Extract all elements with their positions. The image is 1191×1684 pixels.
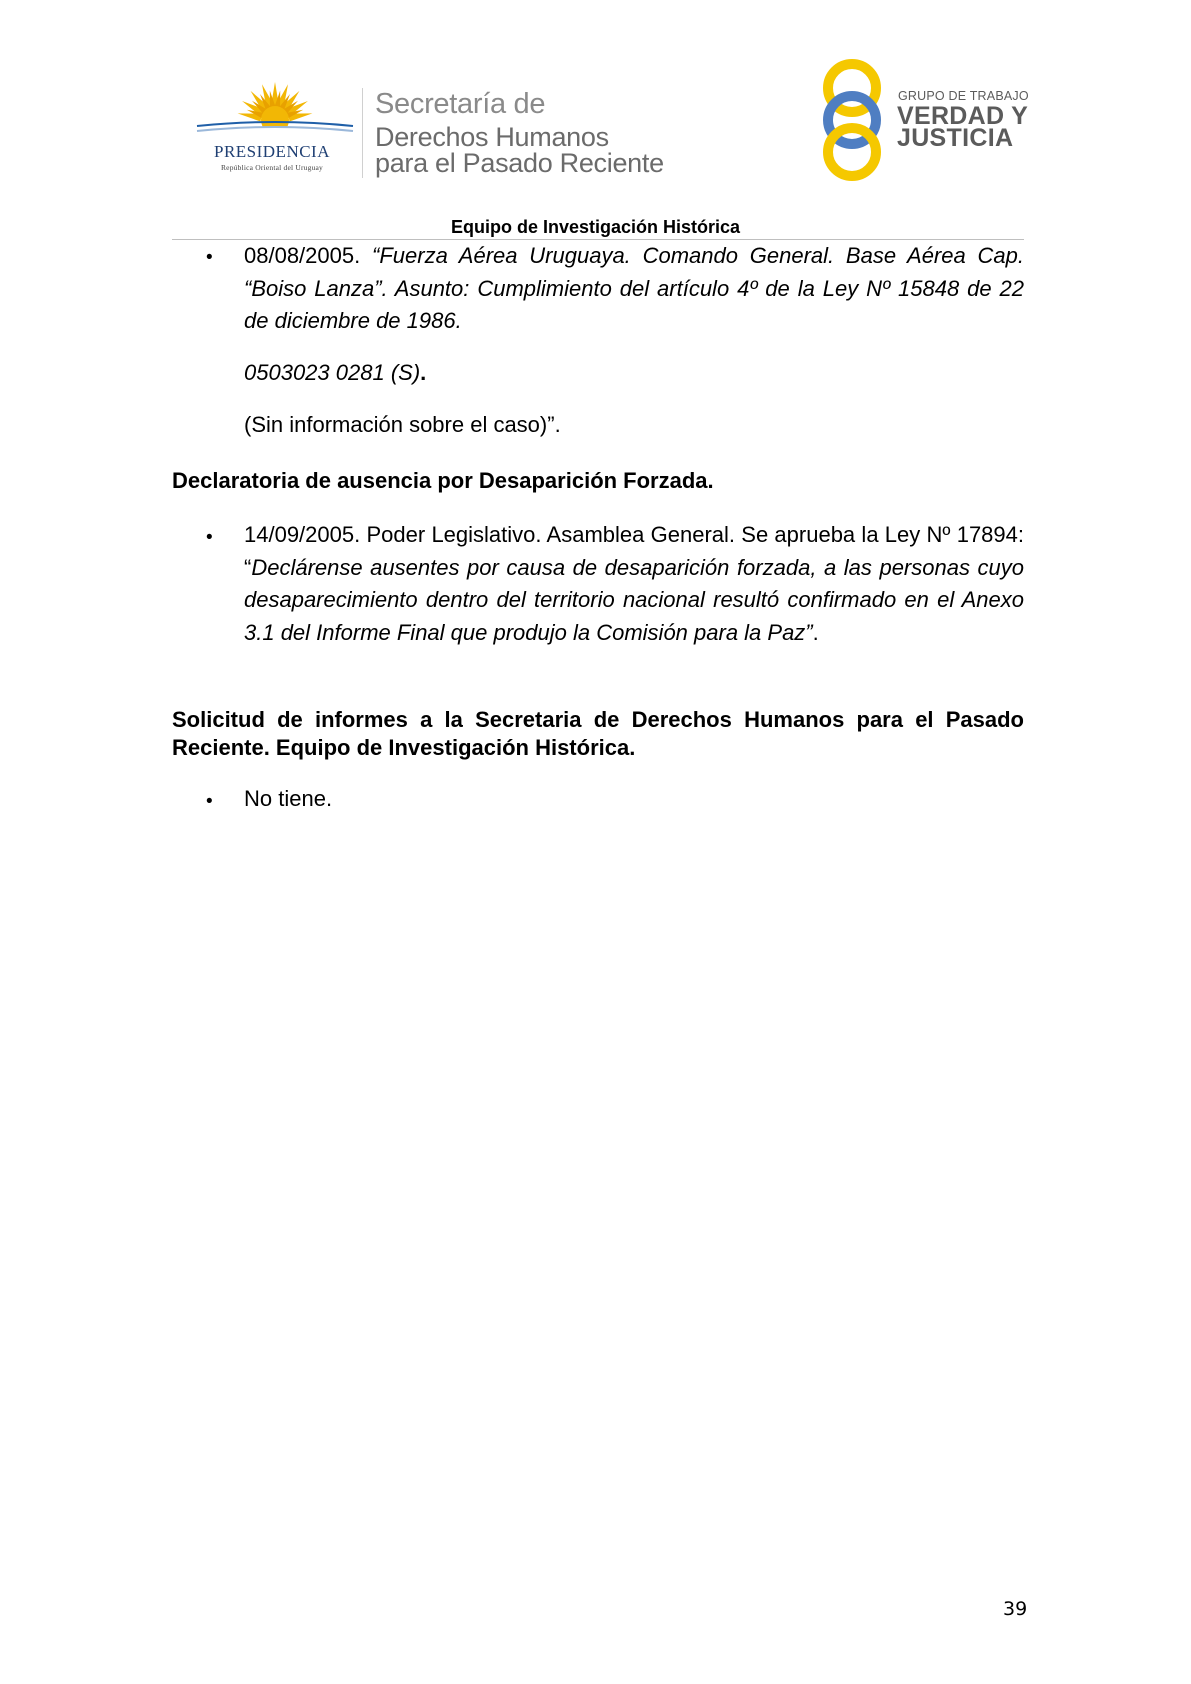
list-item-3: No tiene.: [244, 786, 333, 811]
secretaria-line-2: Derechos Humanos: [375, 122, 609, 152]
item1-code-period: .: [420, 360, 427, 385]
list-item-1: [244, 240, 1024, 338]
secretaria-line-3: para el Pasado Reciente: [375, 148, 664, 178]
bullet-icon: •: [206, 527, 213, 548]
vj-justicia-label: JUSTICIA: [897, 124, 1014, 152]
secretaria-line-1: Secretaría de: [375, 88, 546, 120]
list-item-2: [244, 519, 1024, 649]
item2-quote: Declárense ausentes por causa de desaparición forzada, a las personas cuyo desaparecimiento dentro del territorio nacional resultó confirmado en el Anexo 3.1 del Informe Final que produjo la Comisión para la Paz”: [244, 554, 1024, 645]
vj-grupo-label: GRUPO DE TRABAJO: [898, 89, 1029, 103]
running-header-title: Equipo de Investigación Histórica: [450, 217, 741, 237]
item2-lead: 14/09/2005. Poder Legislativo. Asamblea General. Se aprueba la Ley Nº 17894: “: [244, 522, 1024, 580]
page-number: 39: [1003, 1598, 1028, 1620]
logo-divider: [362, 88, 363, 178]
presidencia-wordmark: PRESIDENCIA: [213, 142, 330, 161]
presidencia-subtitle: República Oriental del Uruguay: [220, 163, 323, 172]
bullet-icon: •: [206, 247, 213, 268]
item1-date: 08/08/2005.: [244, 243, 361, 268]
vj-verdad-label: VERDAD Y: [897, 102, 1029, 130]
bullet-icon: •: [206, 791, 213, 812]
section-heading-1: Declaratoria de ausencia por Desaparición Forzada.: [172, 468, 714, 493]
item1-quote: “Fuerza Aérea Uruguaya. Comando General. Base Aérea Cap. “Boiso Lanza”. Asunto: Cumplimiento del artículo 4º de la Ley Nº 15848 de 22 de diciembre de 1986.: [244, 243, 1024, 333]
item1-note: (Sin información sobre el caso)”.: [244, 412, 561, 437]
item1-code: 0503023 0281 (S): [244, 360, 421, 385]
section-heading-2: Solicitud de informes a la Secretaria de Derechos Humanos para el Pasado Reciente. Equipo de Investigación Histórica.: [172, 707, 1024, 760]
item1-code-line: [244, 357, 1024, 390]
item2-tail: .: [812, 619, 819, 645]
